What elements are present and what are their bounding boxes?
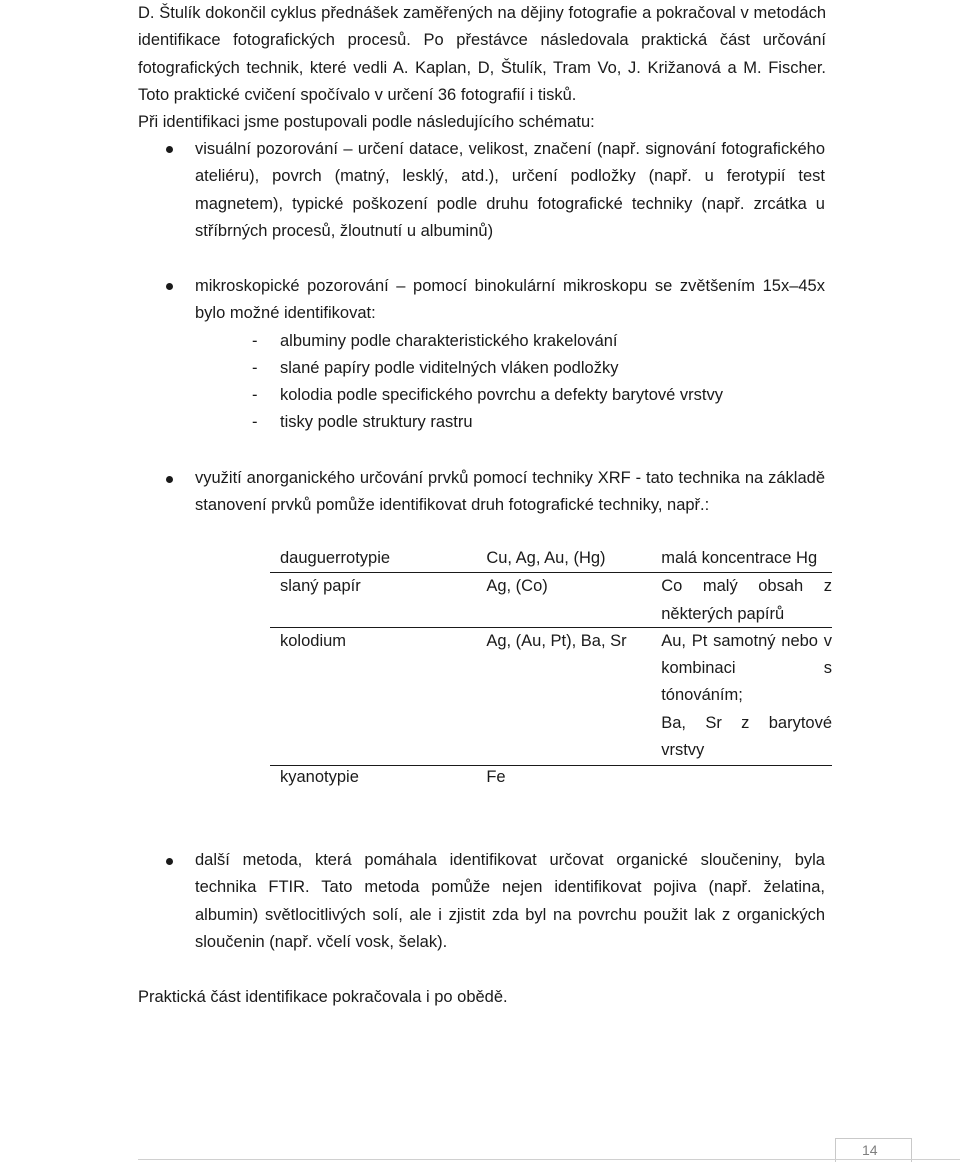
- table-row: [270, 764, 832, 791]
- list-item: - tisky podle struktury rastru: [252, 413, 473, 431]
- table-cell-elements: Ag, (Au, Pt), Ba, Sr: [486, 631, 627, 650]
- table-rule: [270, 627, 832, 628]
- list-item: - slané papíry podle viditelných vláken podložky: [252, 359, 619, 377]
- table-cell-technique: kyanotypie: [280, 768, 359, 787]
- list-item: - kolodia podle specifického povrchu a defekty barytové vrstvy: [252, 386, 723, 404]
- table-cell-note-line: Au, Pt samotný nebo v kombinaci s tónováním;: [661, 631, 833, 705]
- table-rule: [270, 572, 832, 573]
- table-cell-elements: Fe: [486, 768, 506, 787]
- bullet-xrf: využití anorganického určování prvků pomocí techniky XRF - tato technika na základě stanovení prvků pomůže identifikovat druh fotografické techniky, např.:: [195, 469, 825, 515]
- bullet-visual-observation: visuální pozorování – určení datace, velikost, značení (např. signování fotografického ateliéru), povrch (matný, lesklý, atd.), určení podložky (např. u ferotypií test magnetem), typické poškození podle druhu fotografické techniky (např. zrcátka u stříbrných procesů, žloutnutí u albuminů): [195, 140, 825, 240]
- table-cell-note: [651, 764, 832, 791]
- bullet-ftir: další metoda, která pomáhala identifikovat určovat organické sloučeniny, byla technika FTIR. Tato metoda pomůže nejen identifikovat pojiva (např. želatina, albumin) světlocitlivých solí, ale i zjistit zda byl na povrchu použit lak z organických sloučenin (např. včelí vosk, šelak).: [195, 851, 825, 951]
- table-row: [270, 545, 832, 572]
- page-number: 14: [862, 1142, 878, 1158]
- table-cell-note-line: Ba, Sr z barytové vrstvy: [661, 713, 833, 760]
- table-cell-technique: slaný papír: [280, 577, 361, 596]
- bullet-icon: [166, 858, 173, 865]
- xrf-table: [270, 545, 832, 792]
- bullet-icon: [166, 146, 173, 153]
- table-cell-note: [651, 628, 832, 764]
- list-item: - albuminy podle charakteristického krakelování: [252, 332, 618, 350]
- closing-paragraph: Praktická část identifikace pokračovala i po obědě.: [138, 988, 508, 1006]
- bullet-icon: [166, 476, 173, 483]
- table-cell-technique: dauguerrotypie: [280, 549, 391, 567]
- bullet-microscopic-observation: mikroskopické pozorování – pomocí binokulární mikroskopu se zvětšením 15x–45x bylo možné identifikovat:: [195, 277, 825, 323]
- table-cell-note: malá koncentrace Hg: [661, 549, 818, 567]
- bullet-icon: [166, 283, 173, 290]
- table-rule: [270, 765, 832, 766]
- table-cell-technique: kolodium: [280, 631, 347, 650]
- table-row: [270, 628, 832, 764]
- intro-paragraph: D. Štulík dokončil cyklus přednášek zaměřených na dějiny fotografie a pokračoval v metodách identifikace fotografických procesů. Po přestávce následovala praktická část určování fotografických technik, které vedli A. Kaplan, D, Štulík, Tram Vo, J. Križanová a M. Fischer. Toto praktické cvičení spočívalo v určení 36 fotografií i tisků.: [138, 4, 826, 104]
- footer-rule: [138, 1159, 960, 1160]
- table-cell-elements: Cu, Ag, Au, (Hg): [486, 549, 606, 567]
- schema-intro: Při identifikaci jsme postupovali podle následujícího schématu:: [138, 113, 595, 131]
- table-cell-elements: Ag, (Co): [486, 577, 548, 596]
- table-row: [270, 573, 832, 628]
- table-cell-note: Co malý obsah z některých papírů: [661, 577, 833, 623]
